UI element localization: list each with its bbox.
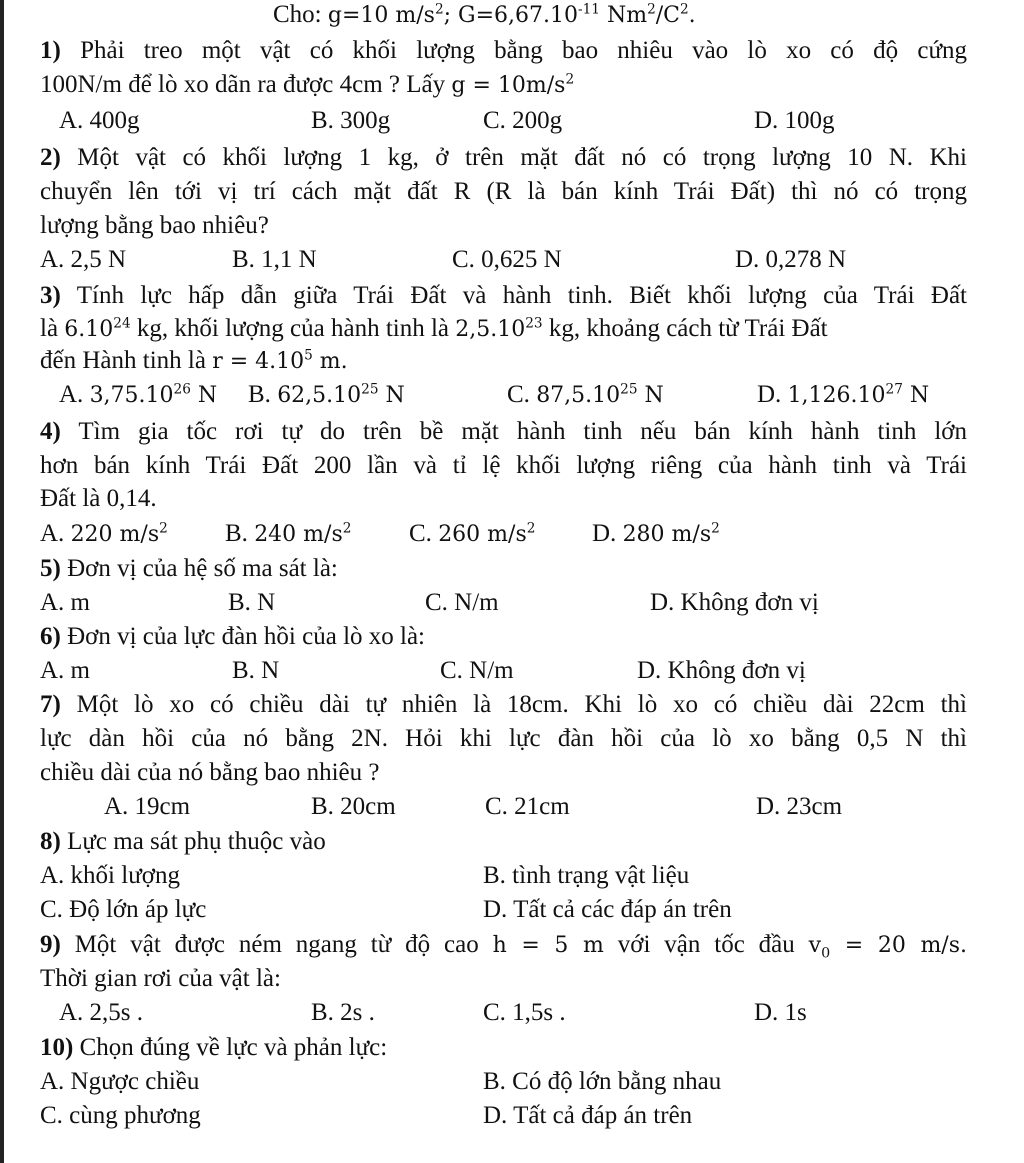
q3-option-a: A. 3,75.10$^{26}$ N	[59, 381, 218, 408]
question-9-line-2: Thời gian rơi của vật là:	[40, 965, 281, 992]
q3-option-c: C. 87,5.10$^{25}$ N	[507, 381, 664, 408]
q9-option-a: A. 2,5s .	[59, 999, 144, 1026]
q5-option-b: B. N	[228, 589, 276, 616]
question-10-line-1: 10) Chọn đúng về lực và phản lực:	[40, 1034, 388, 1061]
question-4-line-2: hơn bán kính Trái Đất 200 lần và tỉ lệ khối lượng riêng của hành tinh và Trái	[40, 452, 967, 479]
q5-option-a: A. m	[40, 589, 90, 616]
q6-option-b: B. N	[232, 657, 280, 684]
page-left-edge	[0, 0, 4, 1163]
q1-option-c: C. 200g	[483, 107, 563, 134]
q8-option-b: B. tình trạng vật liệu	[483, 862, 690, 889]
q3-option-b: B. 62,5.10$^{25}$ N	[248, 381, 405, 408]
question-7-line-3: chiều dài của nó bằng bao nhiêu ?	[40, 759, 380, 786]
question-4-line-1: 4) Tìm gia tốc rơi tự do trên bề mặt hành tinh nếu bán kính hành tinh lớn	[40, 418, 967, 445]
q8-option-c: C. Độ lớn áp lực	[40, 896, 207, 923]
q2-option-a: A. 2,5 N	[40, 246, 127, 273]
question-3-line-3: đến Hành tinh là $r = 4.10^5$ m.	[40, 347, 348, 374]
q9-option-c: C. 1,5s .	[483, 999, 566, 1026]
q9-option-d: D. 1s	[754, 999, 807, 1026]
q10-option-c: C. cùng phương	[40, 1102, 201, 1129]
q7-option-d: D. 23cm	[756, 793, 843, 820]
header-constants: Cho: g=10 $m/s^2$; $G=6,67.10^{-11}$ $Nm^2/C^2$.	[273, 1, 696, 28]
question-3-line-2: là 6.10$^{24}$ kg, khối lượng của hành tinh là 2,5.10$^{23}$ kg, khoảng cách từ Trái Đất	[40, 315, 828, 342]
q2-option-c: C. 0,625 N	[452, 246, 562, 273]
q10-option-d: D. Tất cả đáp án trên	[483, 1102, 693, 1129]
q7-option-a: A. 19cm	[104, 793, 191, 820]
q7-option-b: B. 20cm	[311, 793, 396, 820]
question-4-line-3: Đất là 0,14.	[40, 485, 157, 512]
q6-option-a: A. m	[40, 657, 90, 684]
q10-option-b: B. Có độ lớn bằng nhau	[483, 1068, 722, 1095]
question-9-line-1: 9) Một vật được ném ngang từ độ cao h = 5 m với vận tốc đầu $v_0 = 20$ m/s.	[40, 931, 968, 962]
q7-option-c: C. 21cm	[485, 793, 570, 820]
question-7-line-2: lực dàn hồi của nó bằng 2N. Hỏi khi lực đàn hồi của lò xo bằng 0,5 N thì	[40, 725, 967, 752]
q1-option-b: B. 300g	[311, 107, 391, 134]
question-7-line-1: 7) Một lò xo có chiều dài tự nhiên là 18cm. Khi lò xo có chiều dài 22cm thì	[40, 691, 967, 718]
q1-option-a: A. 400g	[59, 107, 140, 134]
q9-option-b: B. 2s .	[311, 999, 375, 1026]
q4-option-a: A. 220 $m/s^2$	[40, 520, 168, 547]
question-2-line-2: chuyển lên tới vị trí cách mặt đất R (R là bán kính Trái Đất) thì nó có trọng	[40, 178, 967, 205]
question-2-line-3: lượng bằng bao nhiêu?	[40, 212, 269, 239]
q8-option-a: A. khối lượng	[40, 862, 180, 889]
question-8-line-1: 8) Lực ma sát phụ thuộc vào	[40, 828, 326, 855]
q10-option-a: A. Ngược chiều	[40, 1068, 200, 1095]
q4-option-b: B. 240 $m/s^2$	[225, 520, 352, 547]
question-6-line-1: 6) Đơn vị của lực đàn hồi của lò xo là:	[40, 623, 426, 650]
q1-option-d: D. 100g	[754, 107, 835, 134]
q6-option-c: C. N/m	[440, 657, 514, 684]
q3-option-d: D. 1,126.10$^{27}$ N	[757, 381, 930, 408]
q6-option-d: D. Không đơn vị	[637, 657, 806, 684]
q4-option-d: D. 280 $m/s^2$	[592, 520, 720, 547]
q2-option-d: D. 0,278 N	[735, 246, 847, 273]
question-3-line-1: 3) Tính lực hấp dẫn giữa Trái Đất và hành tinh. Biết khối lượng của Trái Đất	[40, 282, 967, 309]
question-2-line-1: 2) Một vật có khối lượng 1 kg, ở trên mặt đất nó có trọng lượng 10 N. Khi	[40, 144, 967, 171]
q5-option-c: C. N/m	[425, 589, 499, 616]
q8-option-d: D. Tất cả các đáp án trên	[483, 896, 732, 923]
question-1-line-2: 100N/m để lò xo dãn ra được 4cm ? Lấy $g = 10m/s^2$	[40, 71, 575, 98]
q2-option-b: B. 1,1 N	[232, 246, 317, 273]
question-1-line-1: 1) Phải treo một vật có khối lượng bằng bao nhiêu vào lò xo có độ cứng	[40, 37, 967, 64]
q5-option-d: D. Không đơn vị	[650, 589, 819, 616]
question-5-line-1: 5) Đơn vị của hệ số ma sát là:	[40, 555, 338, 582]
q4-option-c: C. 260 $m/s^2$	[409, 520, 536, 547]
